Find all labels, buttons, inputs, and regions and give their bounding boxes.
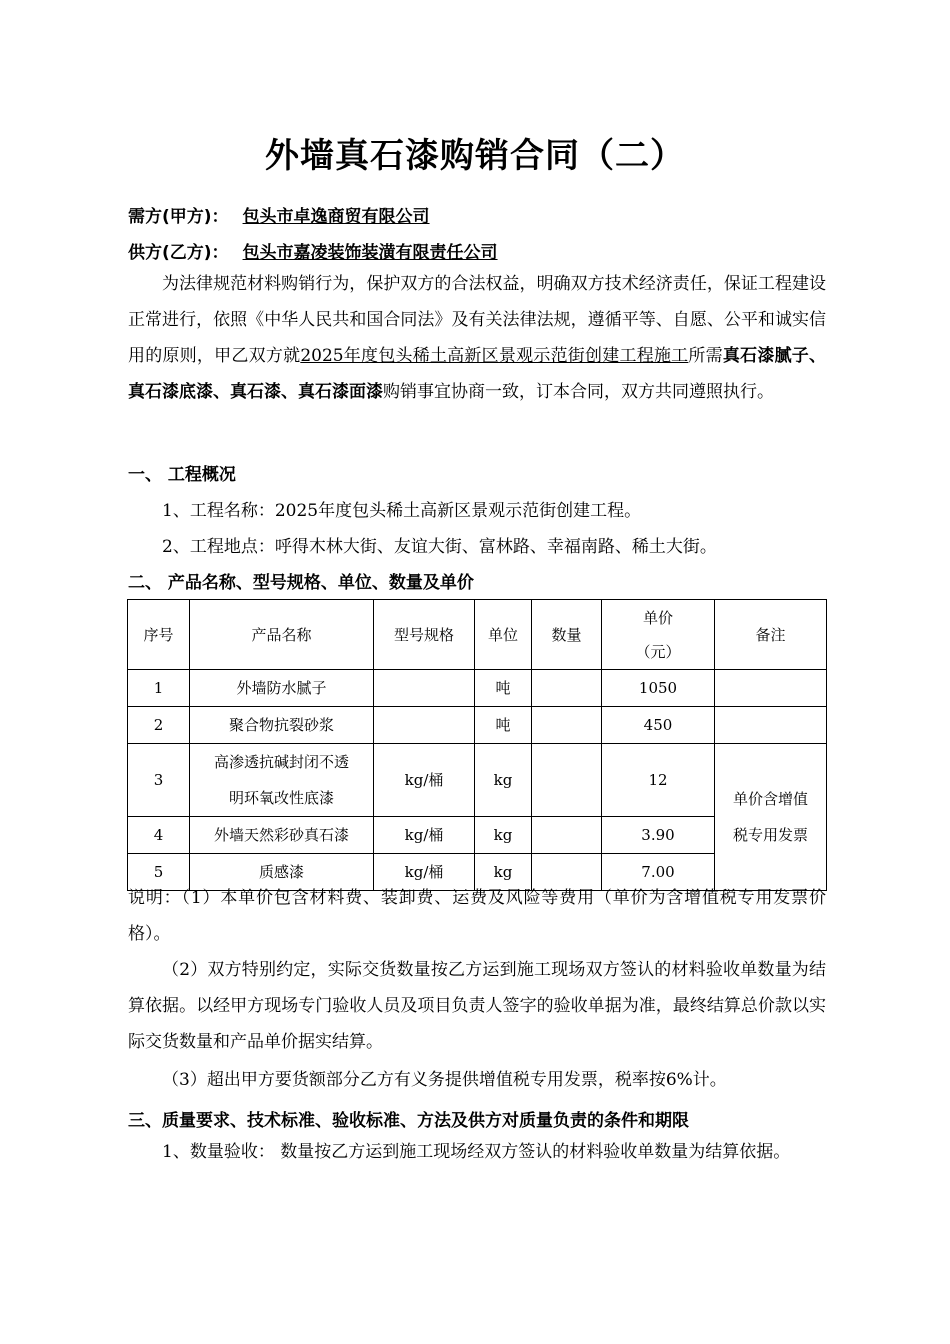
cell-qty (532, 670, 602, 707)
cell-no: 4 (128, 817, 190, 854)
note-3: （3）超出甲方要货额部分乙方有义务提供增值税专用发票，税率按6%计。 (162, 1070, 727, 1090)
note-2: （2）双方特别约定，实际交货数量按乙方运到施工现场双方签认的材料验收单数量为结算依据。以经甲方现场专门验收人员及项目负责人签字的验收单据为准，最终结算总价款以实际交货数量和产品单价据实结算。 (128, 960, 826, 1052)
buyer-name: 包头市卓逸商贸有限公司 (242, 207, 430, 227)
section3-item1: 1、数量验收： 数量按乙方运到施工现场经双方签认的材料验收单数量为结算依据。 (162, 1142, 791, 1162)
cell-name-line1: 高渗透抗碱封闭不透 (213, 753, 349, 771)
cell-no: 5 (128, 854, 190, 891)
cell-spec: kg/桶 (374, 817, 475, 854)
table-row (128, 707, 827, 744)
page-title: 外墙真石漆购销合同（二） (265, 136, 685, 176)
table-row (128, 744, 827, 817)
cell-price: 1050 (602, 670, 715, 707)
section1-item2: 2、工程地点：呼得木林大街、友谊大街、富林路、幸福南路、稀土大街。 (162, 537, 717, 557)
cell-name: 外墙天然彩砂真石漆 (190, 817, 374, 854)
merged-note-line2: 税专用发票 (732, 826, 808, 844)
cell-unit: kg (475, 854, 532, 891)
header-qty: 数量 (532, 600, 602, 670)
header-no: 序号 (128, 600, 190, 670)
products-bold: 真石漆腻子、真石漆底漆、真石漆、真石漆面漆 (128, 346, 827, 402)
cell-qty (532, 817, 602, 854)
cell-name: 外墙防水腻子 (190, 670, 374, 707)
cell-qty (532, 707, 602, 744)
cell-no: 1 (128, 670, 190, 707)
merged-note-cell (715, 744, 827, 891)
cell-spec: kg/桶 (374, 854, 475, 891)
header-note: 备注 (715, 600, 827, 670)
section1-heading: 一、 工程概况 (128, 465, 236, 485)
header-price-line1: 单价 (642, 608, 673, 627)
note-1: 说明：（1）本单价包含材料费、装卸费、运费及风险等费用（单价为含增值税专用发票价格）。 (128, 888, 826, 944)
cell-unit: 吨 (475, 707, 532, 744)
cell-price: 7.00 (602, 854, 715, 891)
cell-qty (532, 744, 602, 817)
seller-line (128, 238, 828, 263)
project-name-underlined: 2025年度包头稀土高新区景观示范街创建工程施工 (300, 346, 689, 366)
cell-price: 450 (602, 707, 715, 744)
section2-heading: 二、 产品名称、型号规格、单位、数量及单价 (128, 573, 474, 593)
buyer-label: 需方(甲方)： (128, 207, 229, 227)
cell-spec: kg/桶 (374, 744, 475, 817)
cell-unit: 吨 (475, 670, 532, 707)
cell-name (190, 744, 374, 817)
intro-text-1: 为法律规范材料购销行为，保护双方的合法权益，明确双方技术经济责任，保证工程建设正常进行，依照《中华人民共和国合同法》及有关法律法规，遵循平等、自愿、公平和诚实信用的原则，甲乙双方就 (128, 274, 826, 366)
buyer-line (128, 202, 828, 227)
cell-spec (374, 670, 475, 707)
intro-paragraph (128, 266, 826, 410)
seller-label: 供方(乙方)： (128, 243, 229, 263)
cell-name: 聚合物抗裂砂浆 (190, 707, 374, 744)
cell-no: 2 (128, 707, 190, 744)
intro-text-3: 购销事宜协商一致，订本合同，双方共同遵照执行。 (383, 382, 774, 402)
cell-unit: kg (475, 744, 532, 817)
cell-note (715, 707, 827, 744)
header-price (602, 600, 715, 670)
header-unit: 单位 (475, 600, 532, 670)
cell-unit: kg (475, 817, 532, 854)
cell-no: 3 (128, 744, 190, 817)
header-name: 产品名称 (190, 600, 374, 670)
cell-price: 3.90 (602, 817, 715, 854)
table-row (128, 670, 827, 707)
seller-name: 包头市嘉凌装饰装潢有限责任公司 (242, 243, 498, 263)
cell-note (715, 670, 827, 707)
merged-note-line1: 单价含增值 (732, 790, 808, 808)
cell-name: 质感漆 (190, 854, 374, 891)
section3-heading: 三、质量要求、技术标准、验收标准、方法及供方对质量负责的条件和期限 (128, 1111, 689, 1131)
cell-name-line2: 明环氧改性底漆 (228, 789, 334, 807)
intro-text-2: 所需 (688, 346, 723, 366)
header-spec: 型号规格 (374, 600, 475, 670)
section1-item1: 1、工程名称：2025年度包头稀土高新区景观示范街创建工程。 (162, 501, 642, 521)
product-table (127, 599, 827, 891)
table-header-row (128, 600, 827, 670)
cell-spec (374, 707, 475, 744)
header-price-line2: （元） (635, 642, 681, 661)
cell-price: 12 (602, 744, 715, 817)
